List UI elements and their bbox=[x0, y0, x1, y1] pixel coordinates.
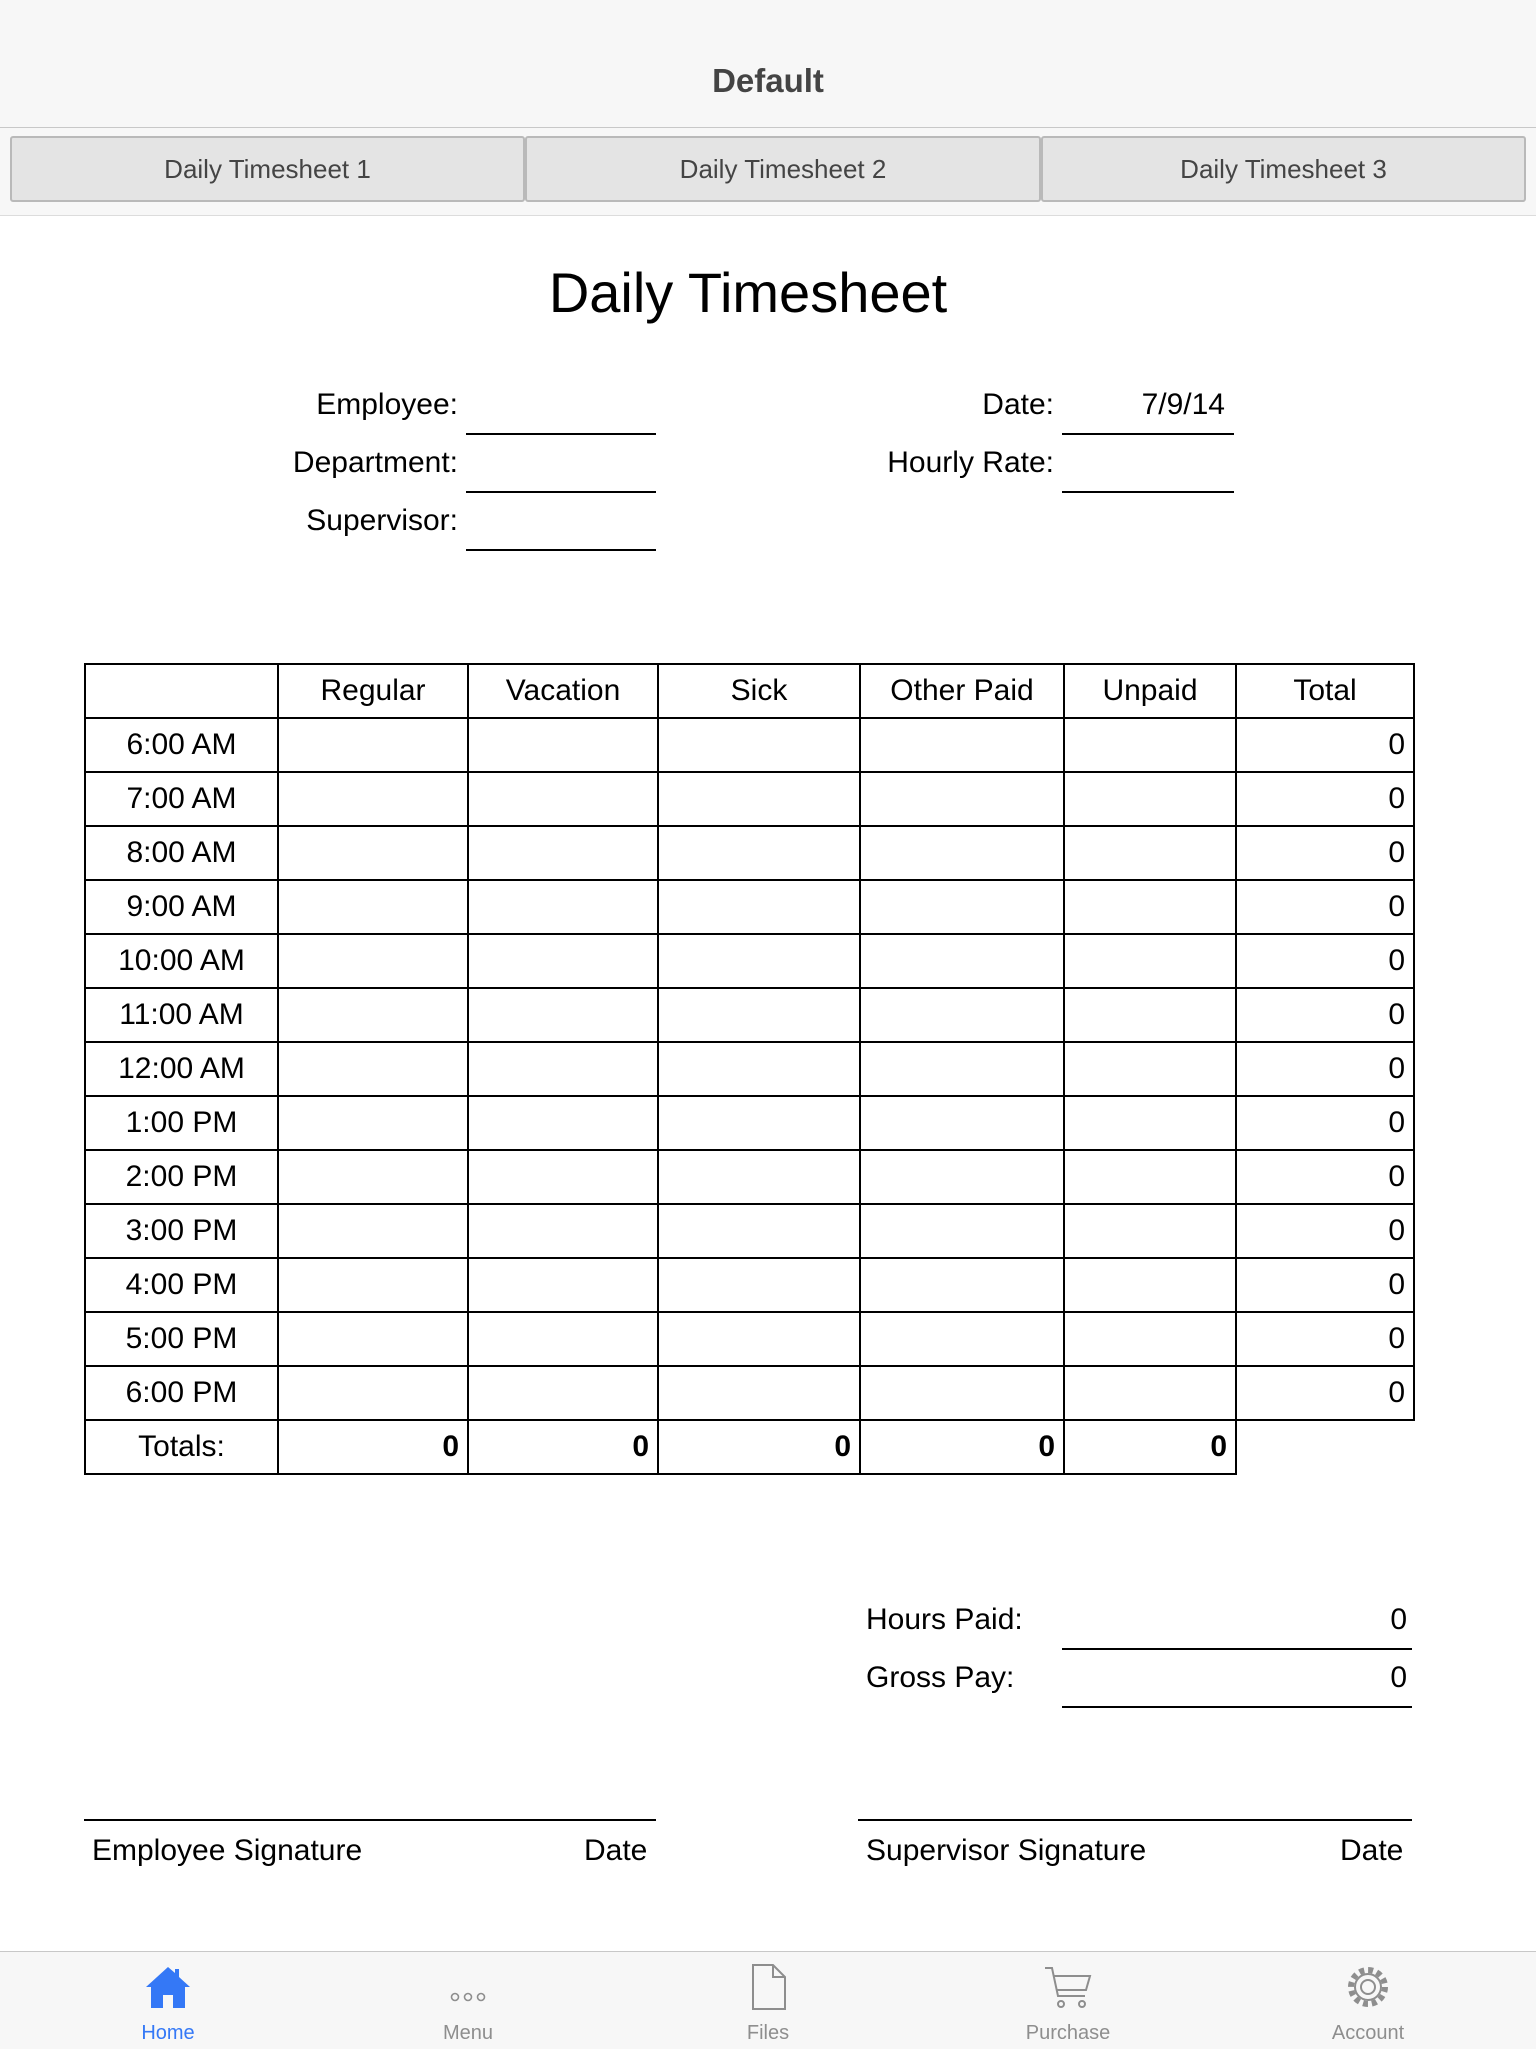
row-total-cell: 0 bbox=[1236, 880, 1414, 934]
gear-icon bbox=[1343, 1962, 1393, 2012]
cell-vacation[interactable] bbox=[468, 1042, 658, 1096]
employee-field-underline bbox=[466, 433, 656, 435]
column-header-unpaid: Unpaid bbox=[1064, 664, 1236, 718]
total-sick: 0 bbox=[658, 1420, 860, 1474]
cell-vacation[interactable] bbox=[468, 988, 658, 1042]
employee-signature-line[interactable] bbox=[84, 1819, 656, 1821]
tab-daily-timesheet-3[interactable]: Daily Timesheet 3 bbox=[1041, 136, 1526, 202]
hourly-rate-field-underline bbox=[1062, 491, 1234, 493]
tabbar-account-label: Account bbox=[1331, 2022, 1405, 2044]
cell-sick[interactable] bbox=[658, 1042, 860, 1096]
cell-regular[interactable] bbox=[278, 826, 468, 880]
cell-unpaid[interactable] bbox=[1064, 1150, 1236, 1204]
cell-regular[interactable] bbox=[278, 718, 468, 772]
row-time-label: 1:00 PM bbox=[85, 1096, 278, 1150]
cell-vacation[interactable] bbox=[468, 826, 658, 880]
date-field-underline bbox=[1062, 433, 1234, 435]
cell-unpaid[interactable] bbox=[1064, 1042, 1236, 1096]
hours-paid-value: 0 bbox=[1390, 1603, 1407, 1636]
tabbar-menu[interactable] bbox=[318, 1952, 618, 2049]
cell-vacation[interactable] bbox=[468, 1366, 658, 1420]
tabbar-menu-label: Menu bbox=[442, 2022, 494, 2044]
cell-vacation[interactable] bbox=[468, 880, 658, 934]
cell-other-paid[interactable] bbox=[860, 1366, 1064, 1420]
sheet-tab-strip bbox=[0, 128, 1536, 216]
row-time-label: 4:00 PM bbox=[85, 1258, 278, 1312]
row-total-cell: 0 bbox=[1236, 826, 1414, 880]
cell-regular[interactable] bbox=[278, 1204, 468, 1258]
table-row bbox=[85, 772, 1414, 826]
cell-sick[interactable] bbox=[658, 880, 860, 934]
row-time-label: 5:00 PM bbox=[85, 1312, 278, 1366]
table-row bbox=[85, 1366, 1414, 1420]
cell-unpaid[interactable] bbox=[1064, 772, 1236, 826]
cell-regular[interactable] bbox=[278, 1258, 468, 1312]
cell-regular[interactable] bbox=[278, 1366, 468, 1420]
cell-sick[interactable] bbox=[658, 1096, 860, 1150]
table-row bbox=[85, 1204, 1414, 1258]
cell-unpaid[interactable] bbox=[1064, 880, 1236, 934]
table-row bbox=[85, 718, 1414, 772]
cell-other-paid[interactable] bbox=[860, 1096, 1064, 1150]
cart-icon bbox=[1043, 1962, 1093, 2012]
cell-vacation[interactable] bbox=[468, 1312, 658, 1366]
table-row bbox=[85, 988, 1414, 1042]
column-header-other-paid: Other Paid bbox=[860, 664, 1064, 718]
cell-sick[interactable] bbox=[658, 1312, 860, 1366]
row-time-label: 6:00 AM bbox=[85, 718, 278, 772]
file-icon bbox=[743, 1962, 793, 2012]
cell-other-paid[interactable] bbox=[860, 826, 1064, 880]
total-vacation: 0 bbox=[468, 1420, 658, 1474]
table-header-row bbox=[85, 664, 1414, 718]
more-icon bbox=[443, 1962, 493, 2012]
cell-other-paid[interactable] bbox=[860, 988, 1064, 1042]
cell-unpaid[interactable] bbox=[1064, 826, 1236, 880]
tab-daily-timesheet-1[interactable]: Daily Timesheet 1 bbox=[10, 136, 525, 202]
department-field-underline bbox=[466, 491, 656, 493]
supervisor-signature-label: Supervisor Signature bbox=[866, 1834, 1147, 1867]
row-total-cell: 0 bbox=[1236, 718, 1414, 772]
row-total-cell: 0 bbox=[1236, 988, 1414, 1042]
table-row bbox=[85, 826, 1414, 880]
department-label: Department: bbox=[292, 446, 458, 479]
cell-sick[interactable] bbox=[658, 718, 860, 772]
row-total-cell: 0 bbox=[1236, 1150, 1414, 1204]
table-row bbox=[85, 934, 1414, 988]
cell-other-paid[interactable] bbox=[860, 1042, 1064, 1096]
tabbar-purchase[interactable] bbox=[918, 1952, 1218, 2049]
employee-label: Employee: bbox=[316, 388, 458, 421]
date-field[interactable]: 7/9/14 bbox=[1141, 388, 1225, 421]
cell-vacation[interactable] bbox=[468, 1096, 658, 1150]
cell-unpaid[interactable] bbox=[1064, 1258, 1236, 1312]
column-header-sick: Sick bbox=[658, 664, 860, 718]
home-icon bbox=[143, 1962, 193, 2012]
document-title: Daily Timesheet bbox=[548, 261, 948, 324]
row-total-cell: 0 bbox=[1236, 1042, 1414, 1096]
cell-other-paid[interactable] bbox=[860, 1150, 1064, 1204]
tab-daily-timesheet-2[interactable]: Daily Timesheet 2 bbox=[525, 136, 1041, 202]
cell-unpaid[interactable] bbox=[1064, 988, 1236, 1042]
cell-vacation[interactable] bbox=[468, 934, 658, 988]
total-other-paid: 0 bbox=[860, 1420, 1064, 1474]
column-header-regular: Regular bbox=[278, 664, 468, 718]
cell-sick[interactable] bbox=[658, 1366, 860, 1420]
tabbar-purchase-label: Purchase bbox=[1025, 2022, 1111, 2044]
gross-pay-value: 0 bbox=[1390, 1661, 1407, 1694]
tabbar-account[interactable] bbox=[1218, 1952, 1518, 2049]
row-total-cell: 0 bbox=[1236, 934, 1414, 988]
supervisor-signature-date-label: Date bbox=[1340, 1834, 1404, 1867]
tabbar-home[interactable] bbox=[18, 1952, 318, 2049]
cell-sick[interactable] bbox=[658, 1258, 860, 1312]
cell-unpaid[interactable] bbox=[1064, 1096, 1236, 1150]
table-row bbox=[85, 1312, 1414, 1366]
date-label: Date: bbox=[982, 388, 1054, 421]
cell-other-paid[interactable] bbox=[860, 772, 1064, 826]
employee-signature-label: Employee Signature bbox=[92, 1834, 363, 1867]
cell-regular[interactable] bbox=[278, 772, 468, 826]
row-time-label: 8:00 AM bbox=[85, 826, 278, 880]
tabbar-files[interactable] bbox=[618, 1952, 918, 2049]
cell-other-paid[interactable] bbox=[860, 718, 1064, 772]
navigation-bar bbox=[0, 0, 1536, 128]
cell-other-paid[interactable] bbox=[860, 880, 1064, 934]
table-row bbox=[85, 1096, 1414, 1150]
column-header-time bbox=[85, 664, 278, 718]
timesheet-table bbox=[84, 663, 1415, 1475]
cell-sick[interactable] bbox=[658, 1150, 860, 1204]
cell-other-paid[interactable] bbox=[860, 1312, 1064, 1366]
cell-unpaid[interactable] bbox=[1064, 1312, 1236, 1366]
row-total-cell: 0 bbox=[1236, 1258, 1414, 1312]
cell-regular[interactable] bbox=[278, 934, 468, 988]
cell-regular[interactable] bbox=[278, 880, 468, 934]
row-total-cell: 0 bbox=[1236, 1366, 1414, 1420]
tabbar-files-label: Files bbox=[746, 2022, 790, 2044]
cell-sick[interactable] bbox=[658, 772, 860, 826]
total-unpaid: 0 bbox=[1064, 1420, 1236, 1474]
cell-vacation[interactable] bbox=[468, 1204, 658, 1258]
gross-pay-underline bbox=[1062, 1706, 1412, 1708]
row-time-label: 11:00 AM bbox=[85, 988, 278, 1042]
row-time-label: 2:00 PM bbox=[85, 1150, 278, 1204]
cell-other-paid[interactable] bbox=[860, 934, 1064, 988]
cell-other-paid[interactable] bbox=[860, 1258, 1064, 1312]
column-header-total: Total bbox=[1236, 664, 1414, 718]
hourly-rate-label: Hourly Rate: bbox=[887, 446, 1054, 479]
cell-unpaid[interactable] bbox=[1064, 934, 1236, 988]
cell-regular[interactable] bbox=[278, 1150, 468, 1204]
cell-vacation[interactable] bbox=[468, 718, 658, 772]
totals-label: Totals: bbox=[85, 1420, 278, 1474]
navbar-title: Default bbox=[712, 62, 824, 99]
row-time-label: 9:00 AM bbox=[85, 880, 278, 934]
row-time-label: 10:00 AM bbox=[85, 934, 278, 988]
row-time-label: 7:00 AM bbox=[85, 772, 278, 826]
total-regular: 0 bbox=[278, 1420, 468, 1474]
totals-empty-cell bbox=[1236, 1420, 1414, 1474]
supervisor-field-underline bbox=[466, 549, 656, 551]
cell-unpaid[interactable] bbox=[1064, 1366, 1236, 1420]
row-total-cell: 0 bbox=[1236, 772, 1414, 826]
supervisor-label: Supervisor: bbox=[306, 504, 458, 537]
cell-unpaid[interactable] bbox=[1064, 1204, 1236, 1258]
hours-paid-label: Hours Paid: bbox=[866, 1603, 1023, 1636]
gross-pay-label: Gross Pay: bbox=[866, 1661, 1015, 1694]
table-row bbox=[85, 880, 1414, 934]
totals-row bbox=[85, 1420, 1414, 1474]
cell-vacation[interactable] bbox=[468, 1258, 658, 1312]
row-time-label: 3:00 PM bbox=[85, 1204, 278, 1258]
cell-regular[interactable] bbox=[278, 988, 468, 1042]
hours-paid-underline bbox=[1062, 1648, 1412, 1650]
column-header-vacation: Vacation bbox=[468, 664, 658, 718]
cell-vacation[interactable] bbox=[468, 772, 658, 826]
cell-other-paid[interactable] bbox=[860, 1204, 1064, 1258]
cell-regular[interactable] bbox=[278, 1312, 468, 1366]
row-total-cell: 0 bbox=[1236, 1312, 1414, 1366]
cell-vacation[interactable] bbox=[468, 1150, 658, 1204]
cell-regular[interactable] bbox=[278, 1042, 468, 1096]
table-row bbox=[85, 1150, 1414, 1204]
row-time-label: 6:00 PM bbox=[85, 1366, 278, 1420]
cell-unpaid[interactable] bbox=[1064, 718, 1236, 772]
row-total-cell: 0 bbox=[1236, 1204, 1414, 1258]
cell-regular[interactable] bbox=[278, 1096, 468, 1150]
cell-sick[interactable] bbox=[658, 934, 860, 988]
table-row bbox=[85, 1258, 1414, 1312]
bottom-tab-bar bbox=[0, 1951, 1536, 2049]
row-total-cell: 0 bbox=[1236, 1096, 1414, 1150]
cell-sick[interactable] bbox=[658, 826, 860, 880]
tabbar-home-label: Home bbox=[141, 2022, 195, 2044]
row-time-label: 12:00 AM bbox=[85, 1042, 278, 1096]
cell-sick[interactable] bbox=[658, 988, 860, 1042]
employee-signature-date-label: Date bbox=[584, 1834, 648, 1867]
supervisor-signature-line[interactable] bbox=[858, 1819, 1412, 1821]
table-row bbox=[85, 1042, 1414, 1096]
cell-sick[interactable] bbox=[658, 1204, 860, 1258]
